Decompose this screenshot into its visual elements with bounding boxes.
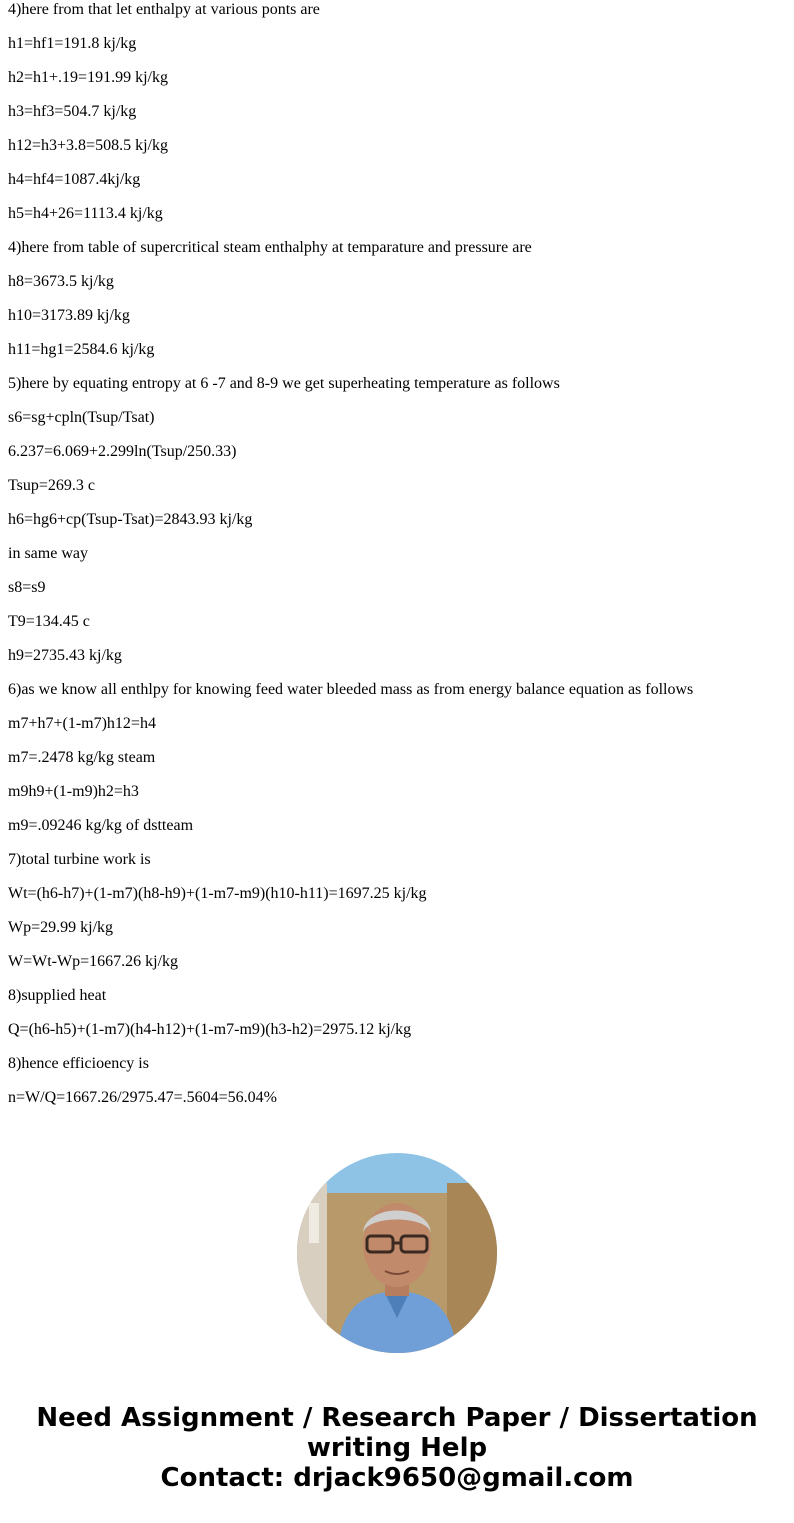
- solution-text: [8, 0, 786, 1122]
- text-line: Q=(h6-h5)+(1-m7)(h4-h12)+(1-m7-m9)(h3-h2)=2975.12 kj/kg: [8, 1021, 412, 1038]
- text-line: h5=h4+26=1113.4 kj/kg: [8, 205, 163, 222]
- text-line: h11=hg1=2584.6 kj/kg: [8, 341, 155, 358]
- text-line: Wp=29.99 kj/kg: [8, 919, 114, 936]
- text-line: 4)here from table of supercritical steam enthalphy at temparature and pressure are: [8, 239, 532, 256]
- footer-line: writing Help: [306, 1433, 488, 1463]
- text-line: h2=h1+.19=191.99 kj/kg: [8, 69, 168, 86]
- text-line: m9h9+(1-m9)h2=h3: [8, 783, 139, 800]
- text-line: h1=hf1=191.8 kj/kg: [8, 35, 137, 52]
- text-line: m7=.2478 kg/kg steam: [8, 749, 156, 766]
- text-line: Tsup=269.3 c: [8, 477, 96, 494]
- text-line: n=W/Q=1667.26/2975.47=.5604=56.04%: [8, 1089, 277, 1106]
- text-line: m7+h7+(1-m7)h12=h4: [8, 715, 156, 732]
- text-line: s8=s9: [8, 579, 46, 596]
- footer-contact: [0, 1403, 794, 1493]
- text-line: h4=hf4=1087.4kj/kg: [8, 171, 141, 188]
- text-line: 4)here from that let enthalpy at various ponts are: [8, 1, 320, 18]
- text-line: h10=3173.89 kj/kg: [8, 307, 130, 324]
- footer-line: Need Assignment / Research Paper / Dissertation: [36, 1403, 758, 1433]
- text-line: 8)supplied heat: [8, 987, 107, 1004]
- text-line: h12=h3+3.8=508.5 kj/kg: [8, 137, 168, 154]
- person-photo-icon: [297, 1153, 497, 1353]
- text-line: W=Wt-Wp=1667.26 kj/kg: [8, 953, 179, 970]
- text-line: h6=hg6+cp(Tsup-Tsat)=2843.93 kj/kg: [8, 511, 253, 528]
- text-line: m9=.09246 kg/kg of dstteam: [8, 817, 194, 834]
- text-line: 8)hence efficioency is: [8, 1055, 149, 1072]
- text-line: h9=2735.43 kj/kg: [8, 647, 122, 664]
- text-line: Wt=(h6-h7)+(1-m7)(h8-h9)+(1-m7-m9)(h10-h11)=1697.25 kj/kg: [8, 885, 427, 902]
- text-line: 5)here by equating entropy at 6 -7 and 8-9 we get superheating temperature as follows: [8, 375, 560, 392]
- text-line: 7)total turbine work is: [8, 851, 151, 868]
- text-line: 6.237=6.069+2.299ln(Tsup/250.33): [8, 443, 237, 460]
- author-avatar: [297, 1153, 497, 1353]
- text-line: h8=3673.5 kj/kg: [8, 273, 114, 290]
- footer-contact-email: Contact: drjack9650@gmail.com: [160, 1463, 634, 1493]
- text-line: 6)as we know all enthlpy for knowing feed water bleeded mass as from energy balance equation as follows: [8, 681, 694, 698]
- text-line: s6=sg+cpln(Tsup/Tsat): [8, 409, 155, 426]
- text-line: h3=hf3=504.7 kj/kg: [8, 103, 137, 120]
- text-line: in same way: [8, 545, 88, 562]
- text-line: T9=134.45 c: [8, 613, 90, 630]
